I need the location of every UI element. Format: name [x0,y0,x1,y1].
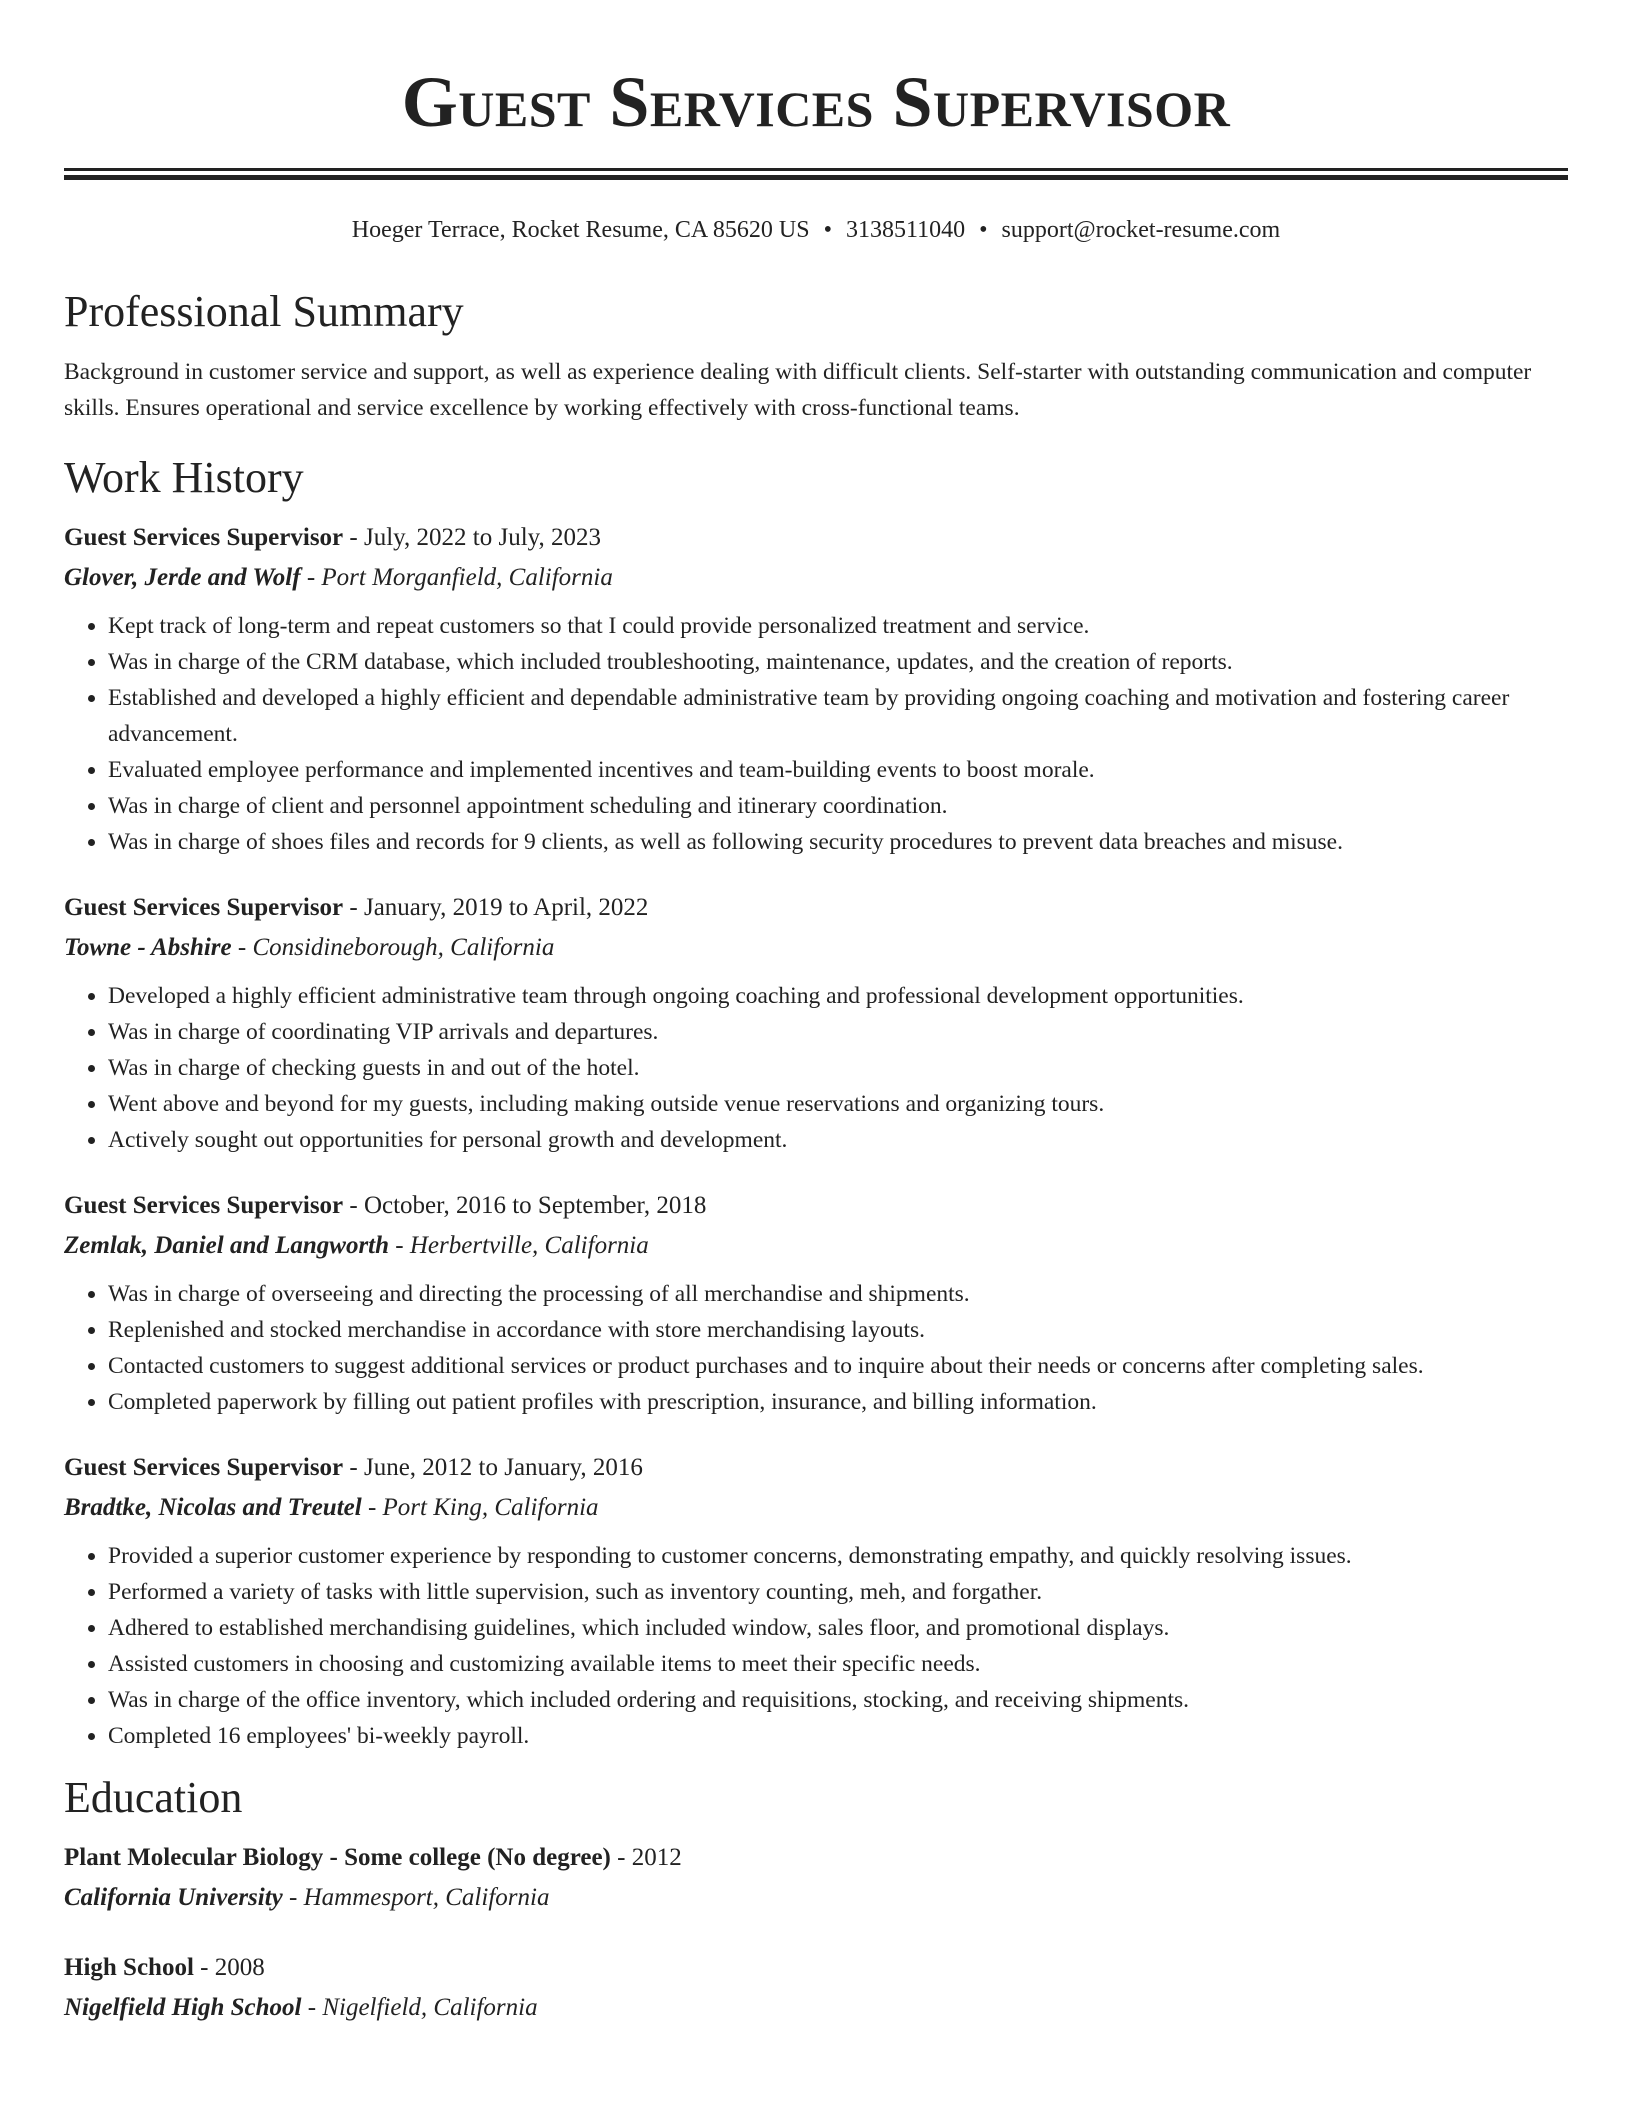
job-bullet: • Was in charge of overseeing and directing the processing of all merchandise and shipments. [108,1276,1568,1312]
job-bullets [64,608,1568,860]
job-entry [64,1448,1568,1754]
education-location: - Nigelfield, California [301,1994,538,2021]
job-location: - Port Morganfield, California [300,564,613,591]
education-section [64,1772,1568,2028]
summary-text: Background in customer service and support, as well as experience dealing with difficult clients. Self-starter with outstanding communication and computer skills. Ensures operational and service excellence by working effectively with cross-functional teams. [64,359,1532,421]
job-dates: - October, 2016 to September, 2018 [343,1192,707,1219]
job-location: - Herbertville, California [389,1232,649,1259]
contact-phone: 3138511040 [845,217,966,243]
job-bullet: • Evaluated employee performance and implemented incentives and team-building events to boost morale. [108,752,1568,788]
job-title-line [64,888,1568,928]
job-title: Guest Services Supervisor [64,524,344,551]
education-entry [64,1838,1568,1918]
job-company-line [64,1488,1568,1528]
job-location: - Port King, California [361,1494,599,1521]
job-company-line [64,558,1568,598]
education-school-line [64,1988,1568,2028]
education-degree-line [64,1948,1568,1988]
contact-line [64,214,1568,246]
job-bullet: • Was in charge of coordinating VIP arrivals and departures. [108,1014,1568,1050]
job-bullet: • Went above and beyond for my guests, including making outside venue reservations and organizing tours. [108,1086,1568,1122]
education-school-line [64,1878,1568,1918]
contact-separator: • [823,217,832,243]
education-entry [64,1948,1568,2028]
job-bullets [64,1538,1568,1754]
job-bullet: • Adhered to established merchandising guidelines, which included window, sales floor, and promotional displays. [108,1610,1568,1646]
education-degree: Plant Molecular Biology - Some college (No degree) [64,1844,611,1871]
job-entry [64,518,1568,860]
work-history-section [64,452,1568,1754]
title-divider [64,168,1568,180]
job-dates: - January, 2019 to April, 2022 [343,894,649,921]
job-bullet: • Contacted customers to suggest additional services or product purchases and to inquire about their needs or concerns after completing sales. [108,1348,1568,1384]
education-year: - 2008 [193,1954,265,1981]
job-bullet: • Actively sought out opportunities for personal growth and development. [108,1122,1568,1158]
job-bullet: • Was in charge of shoes files and records for 9 clients, as well as following security procedures to prevent data breaches and misuse. [108,824,1568,860]
job-bullet: • Was in charge of the CRM database, which included troubleshooting, maintenance, updates, and the creation of reports. [108,644,1568,680]
job-bullet: • Was in charge of client and personnel appointment scheduling and itinerary coordination. [108,788,1568,824]
job-dates: - July, 2022 to July, 2023 [343,524,602,551]
job-bullet: • Developed a highly efficient administrative team through ongoing coaching and professional development opportunities. [108,978,1568,1014]
job-company: Towne - Abshire [64,934,232,961]
job-bullet: • Kept track of long-term and repeat customers so that I could provide personalized treatment and service. [108,608,1568,644]
job-title: Guest Services Supervisor [64,1454,344,1481]
education-year: - 2012 [610,1844,682,1871]
contact-separator: • [979,217,988,243]
job-location: - Considineborough, California [231,934,555,961]
job-bullets [64,978,1568,1158]
job-bullets [64,1276,1568,1420]
education-degree-line [64,1838,1568,1878]
job-title: Guest Services Supervisor [64,1192,344,1219]
job-bullet: • Completed 16 employees' bi-weekly payroll. [108,1718,1568,1754]
job-bullet: • Provided a superior customer experience by responding to customer concerns, demonstrating empathy, and quickly resolving issues. [108,1538,1568,1574]
job-bullet: • Completed paperwork by filling out patient profiles with prescription, insurance, and billing information. [108,1384,1568,1420]
job-bullet: • Established and developed a highly efficient and dependable administrative team by providing ongoing coaching and motivation and fostering career advancement. [108,680,1568,752]
job-company: Glover, Jerde and Wolf [64,564,301,591]
education-degree: High School [64,1954,194,1981]
job-title-line [64,1448,1568,1488]
job-dates: - June, 2012 to January, 2016 [343,1454,643,1481]
job-title: Guest Services Supervisor [64,894,344,921]
job-bullet: • Performed a variety of tasks with little supervision, such as inventory counting, meh, and forgather. [108,1574,1568,1610]
job-company: Zemlak, Daniel and Langworth [64,1232,390,1259]
job-title-line [64,518,1568,558]
professional-summary-section [64,286,1568,426]
job-title-line [64,1186,1568,1226]
job-company-line [64,1226,1568,1266]
contact-email: support@rocket-resume.com [1001,217,1281,243]
section-heading-education: Education [64,1773,243,1822]
section-heading-summary: Professional Summary [64,287,464,336]
education-location: - Hammesport, California [282,1884,550,1911]
education-school: Nigelfield High School [64,1994,302,2021]
job-bullet: • Replenished and stocked merchandise in accordance with store merchandising layouts. [108,1312,1568,1348]
section-heading-work-history: Work History [64,453,304,502]
job-entry [64,1186,1568,1420]
job-bullet: • Assisted customers in choosing and customizing available items to meet their specific needs. [108,1646,1568,1682]
job-company: Bradtke, Nicolas and Treutel [64,1494,362,1521]
job-company-line [64,928,1568,968]
contact-address: Hoeger Terrace, Rocket Resume, CA 85620 US [351,217,810,243]
job-bullet: • Was in charge of the office inventory, which included ordering and requisitions, stocking, and receiving shipments. [108,1682,1568,1718]
job-entry [64,888,1568,1158]
job-bullet: • Was in charge of checking guests in and out of the hotel. [108,1050,1568,1086]
resume-title: Guest Services Supervisor [401,62,1231,142]
education-school: California University [64,1884,283,1911]
